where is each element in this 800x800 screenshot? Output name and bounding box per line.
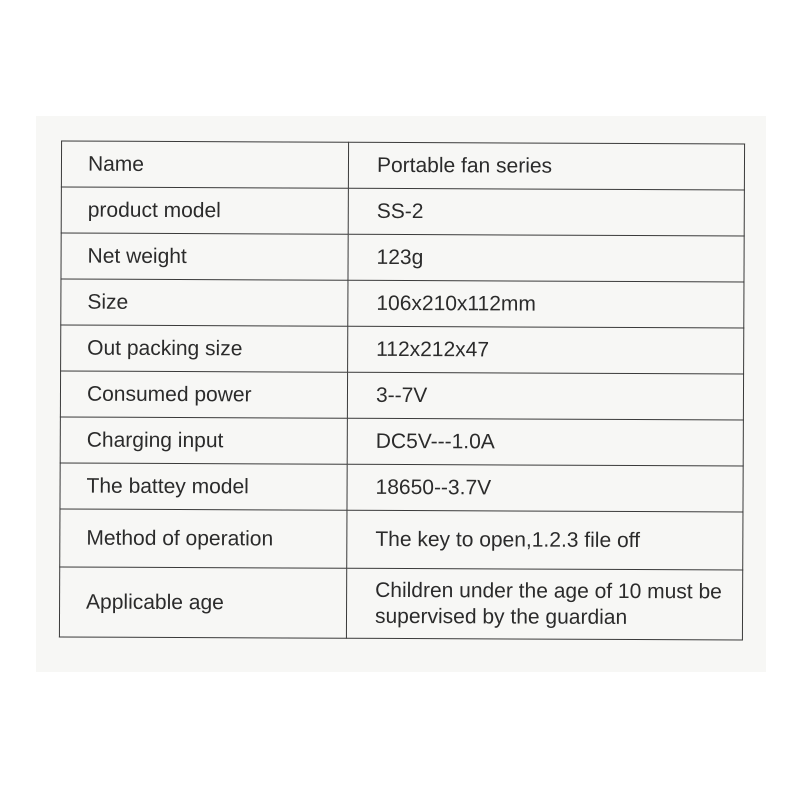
row-label: Method of operation	[60, 509, 347, 568]
table-row	[60, 371, 743, 420]
row-label: Charging input	[60, 417, 347, 464]
row-value: Portable fan series	[348, 142, 744, 190]
row-label: product model	[61, 187, 348, 234]
table-row	[61, 279, 744, 328]
row-label: Applicable age	[59, 567, 346, 638]
table-row	[61, 141, 744, 190]
spec-table	[59, 141, 745, 641]
table-row	[60, 509, 743, 570]
row-value: Children under the age of 10 must be supervised by the guardian	[346, 568, 742, 640]
row-value: SS-2	[348, 188, 744, 236]
table-row	[61, 187, 744, 236]
row-label: Name	[61, 141, 348, 188]
row-label: The battey model	[60, 463, 347, 510]
row-value: 106x210x112mm	[348, 280, 744, 328]
table-row	[60, 463, 743, 512]
table-row	[59, 567, 742, 640]
row-value: 18650--3.7V	[347, 464, 743, 512]
row-value: 3--7V	[347, 372, 743, 420]
row-label: Out packing size	[61, 325, 348, 372]
row-label: Net weight	[61, 233, 348, 280]
row-value: The key to open,1.2.3 file off	[347, 510, 743, 570]
row-value: 123g	[348, 234, 744, 282]
table-row	[61, 325, 744, 374]
row-value: 112x212x47	[348, 326, 744, 374]
row-label: Size	[61, 279, 348, 326]
table-row	[60, 417, 743, 466]
row-value: DC5V---1.0A	[347, 418, 743, 466]
row-label: Consumed power	[60, 371, 347, 418]
table-row	[61, 233, 744, 282]
